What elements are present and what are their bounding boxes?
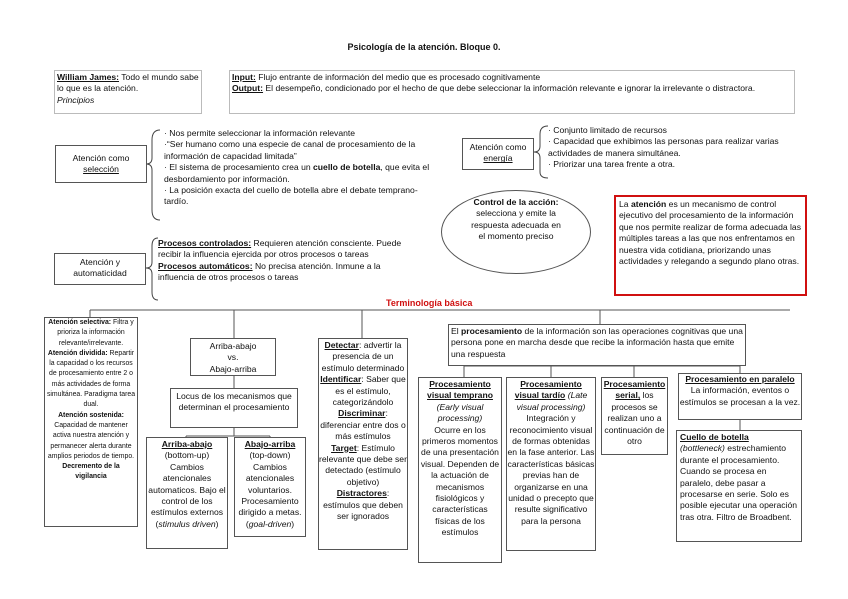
wj-sub: Principios xyxy=(57,94,95,105)
arriba-abajo-box: Arriba-abajo (bottom-up) Cambios atencionales automaticos. Bajo el control de los estímulos externos (stimulus driven) xyxy=(146,437,228,549)
energy-bullet-2: · Capacidad que exhibimos las personas para realizar varias actividades de manera simultánea. xyxy=(548,136,779,158)
control-action-text: selecciona y emite la respuesta adecuada en el momento preciso xyxy=(471,208,561,242)
terms-box: Detectar: advertir la presencia de un estímulo determinado Identificar: Saber que es el estímulo, categorizándolo Discriminar: diferenciar entre dos o más estímulos Target: Estímulo relevante que debe ser detectado (estímulo objetivo) Distractores: estímulos que deben ser ignorados xyxy=(318,338,408,550)
energy-bullet-3: · Priorizar una tarea frente a otra. xyxy=(548,159,676,170)
input-output-box xyxy=(229,70,795,114)
serial-processing-box: Procesamiento serial, los procesos se realizan uno a continuación de otro xyxy=(601,377,668,455)
input-text: Flujo entrante de información del medio que es procesado cognitivamente xyxy=(255,72,541,82)
selection-bullet-4: · La posición exacta del cuello de botella abre el debate temprano-tardío. xyxy=(164,185,418,207)
william-james-box xyxy=(54,70,202,114)
energy-label-a: Atención como xyxy=(469,142,527,152)
automaticity-label-box xyxy=(54,253,146,285)
control-action-title: Control de la acción: xyxy=(473,197,559,207)
selection-bullet-3: · El sistema de procesamiento crea un cuello de botella, que evita el desbordamiento por información. xyxy=(164,162,430,184)
parallel-processing-box: Procesamiento en paralelo La información, eventos o estímulos se procesan a la vez. xyxy=(678,373,802,420)
input-label: Input: xyxy=(232,72,256,82)
terminology-heading: Terminología básica xyxy=(386,298,473,308)
late-processing-box: Procesamiento visual tardío (Late visual processing) Integración y reconocimiento visual de formas obtenidas en la fase anterior. Las características básicas previas han de organizarse en una unidad o precepto que resulte significativo para la persona xyxy=(506,377,596,551)
locus-box: Locus de los mecanismos que determinan el procesamiento xyxy=(170,388,298,428)
controlled-processes: Procesos controlados: Requieren atención consciente. Puede recibir la influencia ejercida por otros procesos o tareas xyxy=(158,238,402,260)
abajo-arriba-box: Abajo-arriba (top-down) Cambios atencionales voluntarios. Procesamiento dirigido a metas. (goal-driven) xyxy=(234,437,306,537)
output-text: El desempeño, condicionado por el hecho de que debe seleccionar la información relevante e ignorar la irrelevante o distractora. xyxy=(263,83,756,94)
wj-text: Todo el mundo sabe lo que es la atención. xyxy=(57,72,199,94)
selection-label-a: Atención como xyxy=(72,153,130,163)
processing-definition-box: El procesamiento de la información son las operaciones cognitivas que una persona pone en marcha desde que recibe la información hasta que emite una respuesta xyxy=(448,324,746,366)
attention-types-box: Atención selectiva: Filtra y prioriza la información relevante/irrelevante. Atención dividida: Repartir la capacidad o los recursos de procesamiento entre 2 o más actividades de forma simultánea. Paradigma tarea dual. Atención sostenida: Capacidad de mantener activa nuestra atención y permanecer alerta durante amplios periodos de tiempo. Decremento de la vigilancia xyxy=(44,317,138,527)
selection-label-box xyxy=(55,145,147,183)
early-processing-box: Procesamiento visual temprano (Early visual processing) Ocurre en los primeros momentos de una presentación visual. Dependen de la actuación de mecanismos fisiológicos y características físicas de los estímulos xyxy=(418,377,502,563)
wj-name: William James: xyxy=(57,72,120,82)
page-title: Psicología de la atención. Bloque 0. xyxy=(347,42,501,52)
selection-bullet-1: · Nos permite seleccionar la información relevante xyxy=(164,128,356,138)
energy-label-b: energía xyxy=(483,153,513,164)
automaticity-label-a: Atención y xyxy=(79,257,121,267)
selection-bullets xyxy=(164,128,440,208)
energy-brace xyxy=(534,126,548,178)
attention-definition-box: La atención es un mecanismo de control ejecutivo del procesamiento de la información que nos permite realizar de forma adecuada las múltiples tareas a las que nos enfrentamos en nuestra vida cotidiana, priorizando unas actividades y relegando a segundo plano otras. xyxy=(614,195,807,296)
bottleneck-box: Cuello de botella (bottleneck) estrechamiento durante el procesamiento. Cuando se procesa en paralelo, debe pasar a procesarse en serie. Solo es posible ejecutar una operación tras otra. Filtro de Broadbent. xyxy=(676,430,802,542)
top-down-vs-bottom-up-box: Arriba-abajo vs. Abajo-arriba xyxy=(190,338,276,376)
selection-brace xyxy=(146,130,160,220)
energy-bullets xyxy=(548,125,798,171)
selection-bullet-2: ·“Ser humano como una especie de canal de procesamiento de la información de capacidad limitada” xyxy=(164,139,416,161)
selection-label-b: selección xyxy=(83,164,119,175)
output-label: Output: xyxy=(232,83,264,94)
energy-label-box xyxy=(462,138,534,170)
automaticity-brace xyxy=(146,238,158,300)
automaticity-text xyxy=(158,238,408,284)
automatic-processes: Procesos automáticos: No precisa atención. Inmune a la influencia de otros procesos o tareas xyxy=(158,260,381,283)
energy-bullet-1: · Conjunto limitado de recursos xyxy=(548,125,667,135)
control-action-ellipse xyxy=(441,190,591,274)
automaticity-label-b: automaticidad xyxy=(73,268,127,279)
